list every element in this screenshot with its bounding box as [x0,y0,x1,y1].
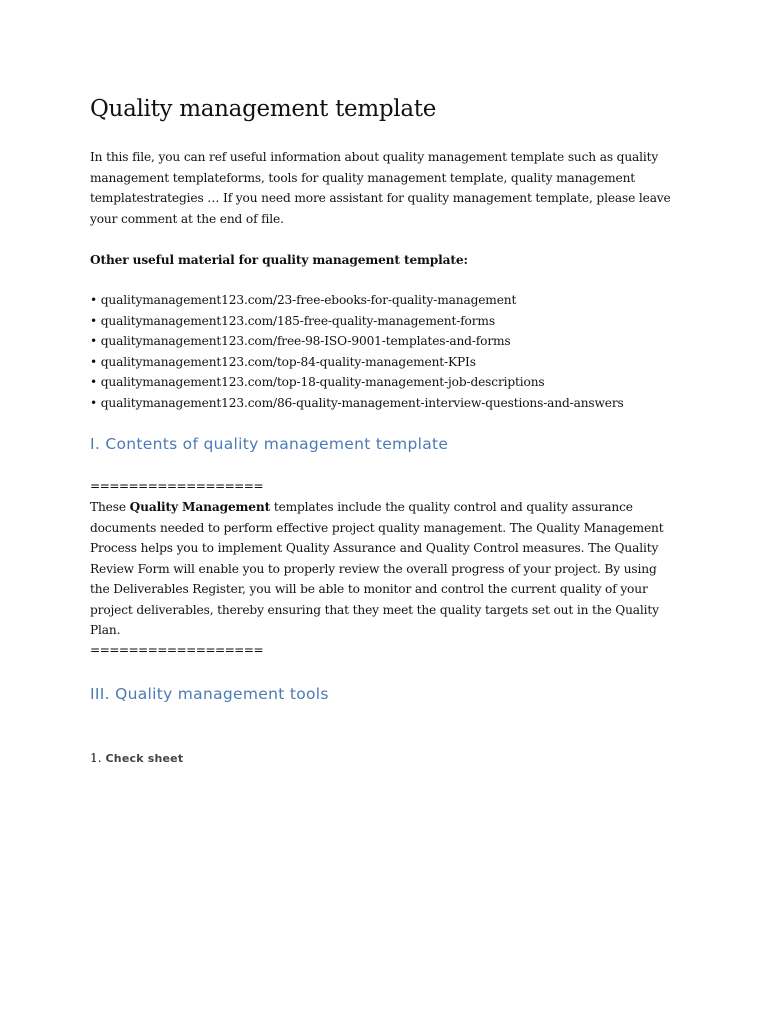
check-sheet-label: Check sheet [105,752,184,765]
intro-paragraph: In this file, you can ref useful information about quality management template such as quality management templateforms, tools for quality management template, quality management templatestrategies … If you need more assistant for quality management template, please leave your comment at the end of file. [90,150,671,226]
link-job-descriptions[interactable]: • qualitymanagement123.com/top-18-quality-management-job-descriptions [90,375,545,389]
contents-paragraph [90,497,668,641]
useful-links-list [90,290,624,413]
contents-paragraph-bold: Quality Management [129,500,271,514]
link-kpis[interactable]: • qualitymanagement123.com/top-84-quality-management-KPIs [90,354,476,369]
section-heading-contents: I. Contents of quality management template [90,435,449,453]
link-iso-templates[interactable]: • qualitymanagement123.com/free-98-ISO-9001-templates-and-forms [90,334,511,348]
contents-paragraph-start: These [90,500,130,514]
separator-bottom: ================== [90,643,264,657]
check-sheet-number: 1. [90,751,106,765]
link-forms[interactable]: • qualitymanagement123.com/185-free-quality-management-forms [90,313,495,328]
contents-paragraph-rest: templates include the quality control and quality assurance documents needed to perform effective project quality management. The Quality Management Process helps you to implement Quality Assurance and Quality Control measures. The Quality Review Form will enable you to properly review the overall progress of your project. By using the Deliverables Register, you will be able to monitor and control the current quality of your project deliverables, thereby ensuring that they meet the quality targets set out in the Quality Plan. [90,500,664,637]
section-heading-tools: III. Quality management tools [90,685,329,703]
separator-top: ================== [90,479,264,493]
link-ebooks[interactable]: • qualitymanagement123.com/23-free-ebooks-for-quality-management [90,293,517,307]
link-interview-questions[interactable]: • qualitymanagement123.com/86-quality-management-interview-questions-and-answers [90,395,624,410]
other-material-heading: Other useful material for quality management template: [90,253,468,267]
check-sheet-item [90,748,183,769]
page-title: Quality management template [90,96,437,122]
